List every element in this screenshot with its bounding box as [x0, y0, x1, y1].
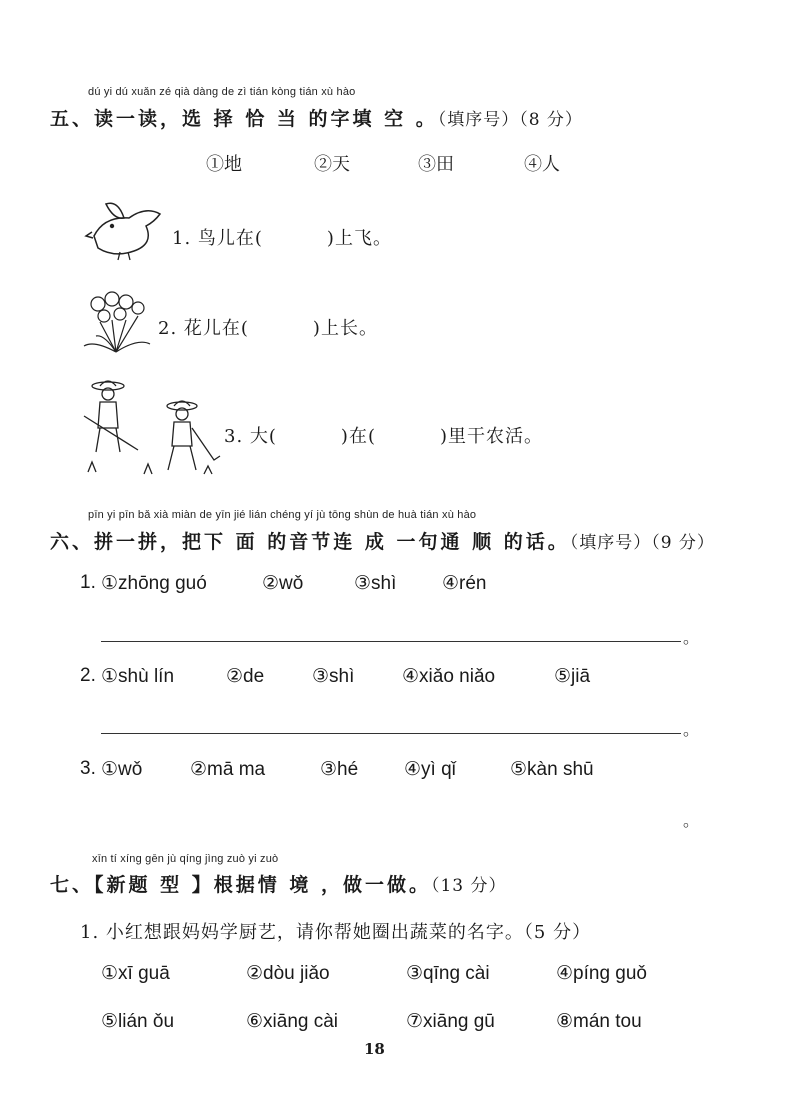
- farmers-illustration: [78, 376, 226, 480]
- section5-item-2-post: )上长。: [312, 318, 378, 339]
- section7-meta: （13 分）: [430, 876, 507, 896]
- section6-q2-opt1: ①shù lín: [101, 666, 175, 687]
- bird-illustration: [84, 196, 170, 266]
- section5-item-2: [158, 314, 378, 340]
- vegetable-option-7[interactable]: ⑦xiāng gū: [406, 1011, 495, 1032]
- section6-q1-opt2: ②wǒ: [262, 573, 304, 594]
- vegetable-option-8[interactable]: ⑧mán tou: [556, 1011, 642, 1032]
- section5-item-3-mid: )在(: [340, 426, 376, 447]
- vegetable-option-4[interactable]: ④píng guǒ: [556, 963, 647, 984]
- section6-q1-opt3: ③shì: [354, 573, 397, 594]
- section5-option-3: ③田: [418, 154, 454, 175]
- section6-meta: （填序号）（9 分）: [569, 533, 715, 553]
- section5-item-3-post: )里干农活。: [439, 426, 543, 447]
- section6-pinyin: pīn yi pīn bǎ xià miàn de yīn jié lián chéng yí jù tōng shùn de huà tián xù hào: [88, 509, 477, 521]
- vegetable-option-1[interactable]: ①xī guā: [101, 963, 170, 984]
- section7-title-text: 七、【新题 型 】根据情 境 ，做一做。: [50, 874, 431, 896]
- section7-title: [50, 870, 507, 897]
- section6-q2-opt4: ④xiǎo niǎo: [402, 666, 496, 687]
- section5-meta: （填序号）（8 分）: [437, 110, 583, 130]
- section5-item-3-pre: 3. 大(: [224, 426, 277, 447]
- section5-item-1-post: )上飞。: [326, 228, 392, 249]
- section5-option-4: ④人: [524, 154, 560, 175]
- section6-q3-opt4: ④yì qǐ: [404, 759, 456, 780]
- section5-option-2: ②天: [314, 154, 350, 175]
- section5-title-text: 五、读一读，选 择 恰 当 的字填 空 。: [50, 108, 438, 130]
- section7-pinyin: xīn tí xíng gēn jù qíng jìng zuò yi zuò: [92, 853, 279, 865]
- section6-q1-opt4: ④rén: [442, 573, 487, 594]
- end-mark-2: 。: [683, 720, 700, 739]
- flower-illustration: [80, 290, 156, 356]
- section5-pinyin: dú yi dú xuǎn zé qià dàng de zì tián kòng tián xù hào: [88, 86, 356, 98]
- section6-q2-opt5: ⑤jiā: [554, 666, 591, 687]
- section6-q3-number: 3.: [80, 758, 96, 779]
- vegetable-option-2[interactable]: ②dòu jiǎo: [246, 963, 330, 984]
- section5-title: [50, 104, 583, 131]
- section7-question-1: 1. 小红想跟妈妈学厨艺，请你帮她圈出蔬菜的名字。（5 分）: [80, 922, 592, 943]
- vegetable-option-5[interactable]: ⑤lián ǒu: [101, 1011, 175, 1032]
- section6-title-text: 六、拼一拼，把下 面 的音节连 成 一句通 顺 的话。: [50, 531, 570, 553]
- end-mark-3: 。: [683, 811, 700, 830]
- end-mark-1: 。: [683, 628, 700, 647]
- section6-q1-opt1: ①zhōng guó: [101, 573, 207, 594]
- vegetable-option-6[interactable]: ⑥xiāng cài: [246, 1011, 339, 1032]
- section5-item-3: [224, 422, 543, 448]
- section5-item-1-pre: 1. 鸟儿在(: [172, 228, 263, 249]
- answer-line-2[interactable]: [101, 733, 681, 734]
- section6-q3-opt2: ②mā ma: [190, 759, 266, 780]
- vegetable-option-3[interactable]: ③qīng cài: [406, 963, 490, 984]
- section6-q2-opt2: ②de: [226, 666, 265, 687]
- section6-q3-opt5: ⑤kàn shū: [510, 759, 594, 780]
- section5-item-1: [172, 224, 392, 250]
- section6-q3-opt1: ①wǒ: [101, 759, 143, 780]
- page-number: 18: [364, 1040, 385, 1058]
- section6-q3-opt3: ③hé: [320, 759, 359, 780]
- section6-q1-number: 1.: [80, 572, 96, 593]
- section5-option-1: ①地: [206, 154, 242, 175]
- section6-q2-opt3: ③shì: [312, 666, 355, 687]
- section5-item-2-pre: 2. 花儿在(: [158, 318, 249, 339]
- section6-title: [50, 527, 715, 554]
- section6-q2-number: 2.: [80, 665, 96, 686]
- answer-line-1[interactable]: [101, 641, 681, 642]
